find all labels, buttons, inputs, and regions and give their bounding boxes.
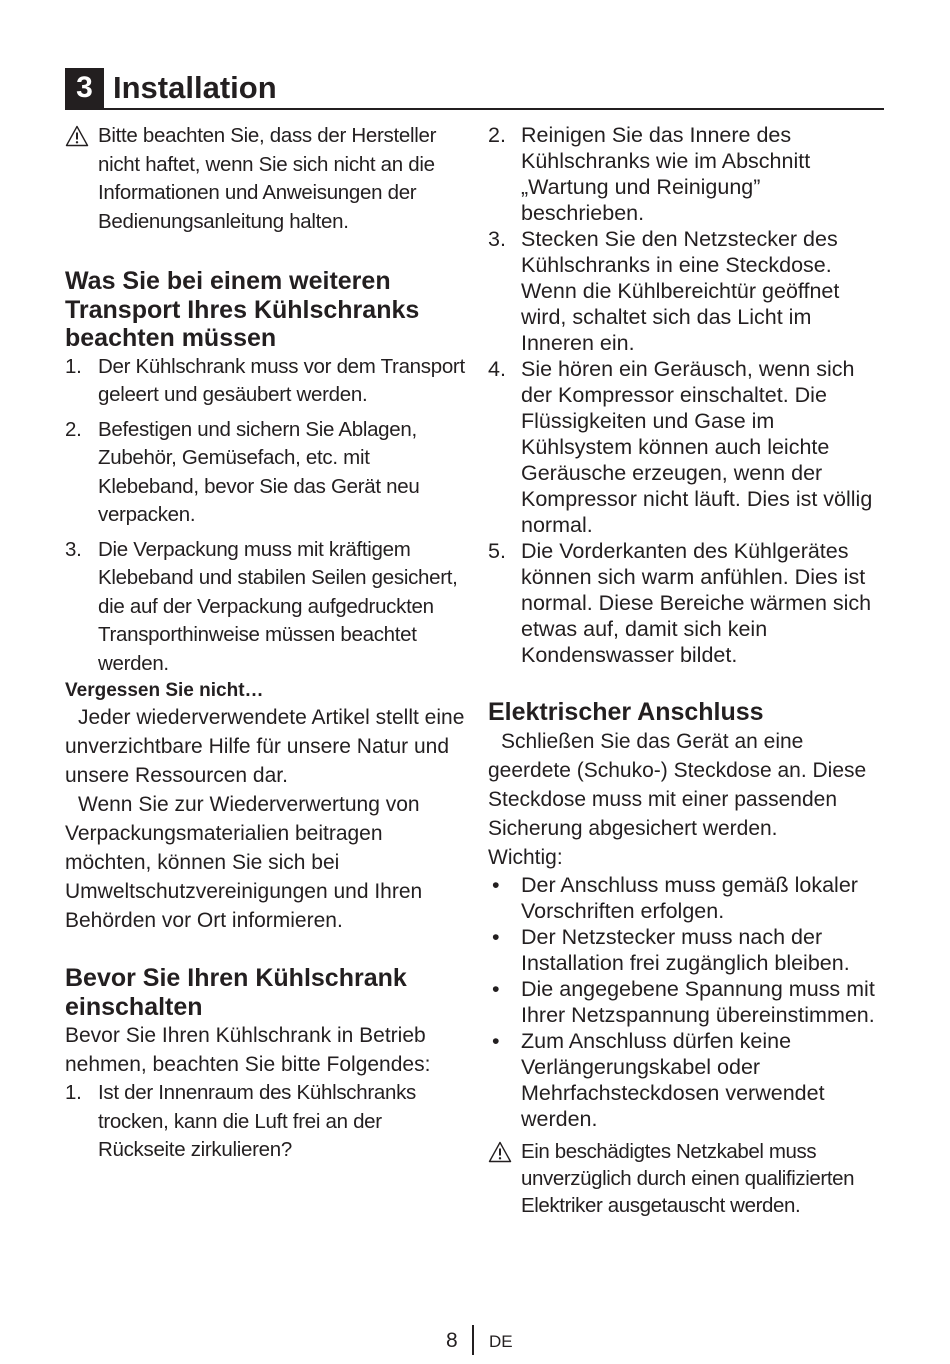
footer-divider: [472, 1325, 474, 1355]
before-intro: Bevor Sie Ihren Kühlschrank in Betrieb nehmen, beachten Sie bitte Folgendes:: [65, 1024, 431, 1076]
transport-list: [65, 353, 465, 679]
manufacturer-warning: [65, 122, 465, 236]
important-bullets: [488, 872, 888, 1132]
chapter-header: [65, 68, 884, 110]
cable-warning-text: Ein beschädigtes Netzkabel muss unverzüglich durch einen qualifizierten Elektriker ausgetauscht werden.: [521, 1139, 855, 1217]
bullet-item: • Zum Anschluss dürfen keine Verlängerungskabel oder Mehrfachsteckdosen verwendet werden.: [492, 1028, 825, 1131]
before-heading: Bevor Sie Ihren Kühlschrank einschalten: [65, 964, 407, 1021]
list-item: 2. Reinigen Sie das Innere des Kühlschranks wie im Abschnitt „Wartung und Reinigung” beschrieben.: [488, 123, 811, 225]
electric-heading: Elektrischer Anschluss: [488, 698, 764, 726]
before-list-continued: [488, 122, 888, 668]
bullet-item: • Der Netzstecker muss nach der Installation frei zugänglich bleiben.: [492, 924, 850, 975]
list-item: 4. Sie hören ein Geräusch, wenn sich der Kompressor einschaltet. Die Flüssigkeiten und Gase im Kühlsystem können auch leichte Geräusche erzeugen, wenn der Kompressor nicht läuft. Dies ist völlig normal.: [488, 357, 873, 537]
warning-icon: [65, 125, 89, 147]
language-code: DE: [489, 1332, 513, 1351]
before-list-start: [65, 1079, 465, 1165]
left-column: [65, 122, 465, 1165]
chapter-title: Installation: [113, 70, 277, 105]
list-item: 2. Befestigen und sichern Sie Ablagen, Zubehör, Gemüsefach, etc. mit Klebeband, bevor Sie das Gerät neu verpacken.: [65, 417, 420, 526]
list-item: 3. Die Verpackung muss mit kräftigem Klebeband und stabilen Seilen gesichert, die auf der Verpackung aufgedruckten Transporthinweise müssen beachtet werden.: [65, 537, 458, 675]
bullet-item: • Die angegebene Spannung muss mit Ihrer Netzspannung übereinstimmen.: [492, 976, 875, 1027]
right-column: [488, 122, 888, 1219]
important-label: Wichtig:: [488, 845, 563, 869]
warning-icon: [488, 1141, 512, 1163]
list-item: 3. Stecken Sie den Netzstecker des Kühlschranks in eine Steckdose. Wenn die Kühlbereichtür geöffnet wird, schaltet sich das Licht im Inneren ein.: [488, 227, 840, 355]
page-number: 8: [446, 1329, 458, 1352]
list-item: 5. Die Vorderkanten des Kühlgerätes können sich warm anfühlen. Dies ist normal. Diese Bereiche wärmen sich etwas auf, damit sich kein Kondenswasser bildet.: [488, 539, 872, 667]
manufacturer-warning-text: Bitte beachten Sie, dass der Hersteller nicht haftet, wenn Sie sich nicht an die Informationen und Anweisungen der Bedienungsanleitung halten.: [98, 124, 437, 233]
remember-heading: Vergessen Sie nicht…: [65, 680, 264, 701]
list-item: 1. Der Kühlschrank muss vor dem Transport geleert und gesäubert werden.: [65, 354, 465, 406]
bullet-item: • Der Anschluss muss gemäß lokaler Vorschriften erfolgen.: [492, 872, 858, 923]
remember-paragraph-1: Jeder wiederverwendete Artikel stellt eine unverzichtbare Hilfe für unsere Natur und unsere Ressourcen dar.: [65, 706, 465, 787]
transport-heading: Was Sie bei einem weiteren Transport Ihres Kühlschranks beachten müssen: [65, 267, 420, 352]
chapter-number: 3: [65, 68, 104, 108]
remember-paragraph-2: Wenn Sie zur Wiederverwertung von Verpackungsmaterialien beitragen möchten, können Sie sich bei Umweltschutzvereinigungen und Ihren Behörden vor Ort informieren.: [65, 793, 423, 932]
electric-paragraph: Schließen Sie das Gerät an eine geerdete (Schuko-) Steckdose an. Diese Steckdose muss mit einer passenden Sicherung abgesichert werden.: [488, 729, 867, 840]
list-item: 1. Ist der Innenraum des Kühlschranks trocken, kann die Luft frei an der Rückseite zirkulieren?: [65, 1081, 416, 1161]
cable-warning: [488, 1138, 888, 1219]
